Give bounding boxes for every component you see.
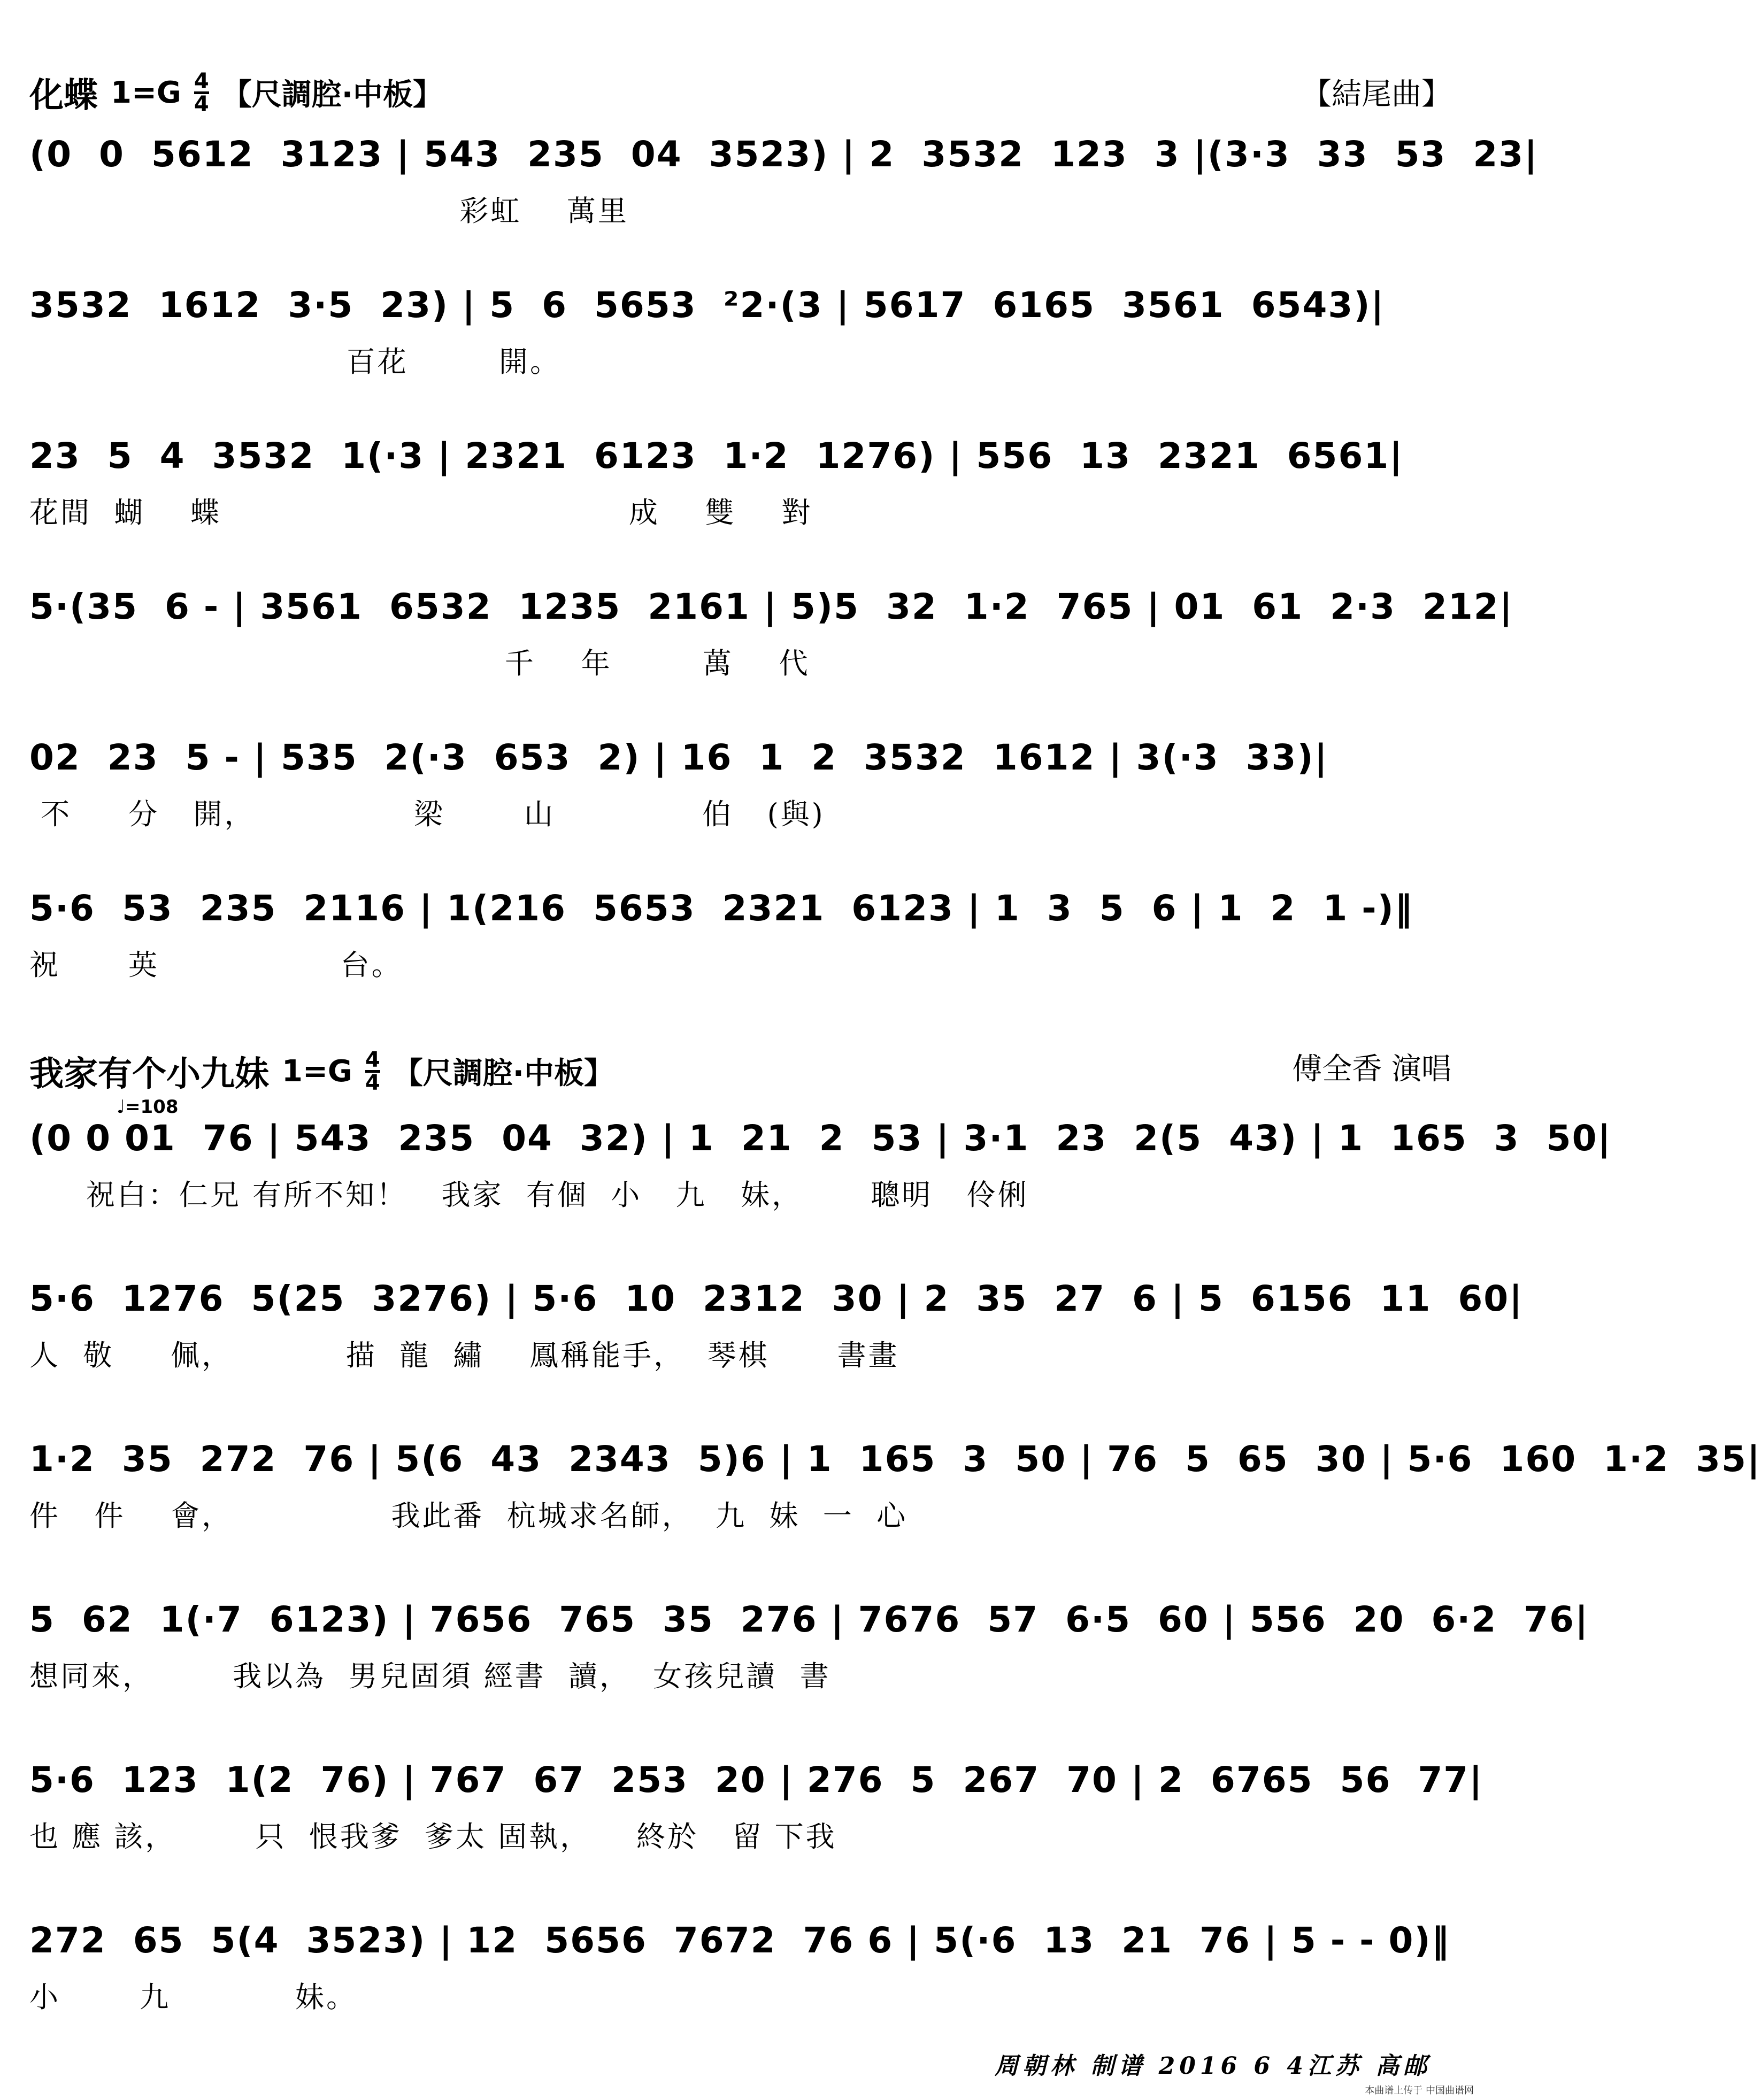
song2-notation-line: 272 65 5(4 3523) | 12 5656 7672 76 6 | 5(·6 13 21 76 | 5 - - 0)‖ [29,1919,1450,1961]
song2-lyrics-line: 也 應 該， 只 恨我爹 爹太 固執， 終於 留 下我 [29,1820,837,1853]
transcriber-credit: 周朝林 制谱 2016 6 4江苏 高邮 [995,2052,1432,2080]
song1-system [29,279,1453,425]
song1-notation-line: (0 0 5612 3123 | 543 235 04 3523) | 2 3532 123 3 |(3·3 33 53 23| [29,133,1539,175]
song2-metronome: ♩=108 [117,1096,179,1118]
song2-meter-top: 4 [365,1047,380,1072]
song1-notation-line: 3532 1612 3·5 23) | 5 6 5653 ²2·(3 | 5617 6165 3561 6543)| [29,284,1385,326]
song2-meter [365,1047,380,1095]
song2-key: 1=G [282,1053,352,1089]
song1-tempo: 【尺調腔·中板】 [221,78,443,112]
song2-performer: 傅全香 演唱 [1292,1052,1451,1087]
song1-system [29,581,1513,726]
song1-lyrics-line: 不 分 開， 梁 山 伯 (與) [29,797,825,831]
song1-system [29,882,1453,1028]
song2-lyrics-line: 件 件 會， 我此番 杭城求名師， 九 妹 一 心 [29,1499,908,1533]
song2-system [29,1754,1483,1909]
song1-meter [194,68,209,117]
song2-lyrics-line: 想同來， 我以為 男兒固須 經書 讀， 女孩兒讀 書 [29,1659,831,1693]
song2-title: 我家有个小九妹 [29,1054,269,1094]
song2-tempo: 【尺調腔·中板】 [393,1056,614,1091]
song2-lyrics-line: 祝白：仁兄 有所不知！ 我家 有個 小 九 妹， 聰明 伶俐 [29,1178,1029,1212]
song2-system [29,1112,1612,1267]
song1-title: 化蝶 [29,75,98,116]
song2-notation-line: 5·6 123 1(2 76) | 767 67 253 20 | 276 5 267 70 | 2 6765 56 77| [29,1759,1483,1801]
song1-system [29,430,1453,575]
song2-lyrics-line: 小 九 妹。 [29,1980,357,2014]
song1-notation-line: 02 23 5 - | 535 2(·3 653 2) | 16 1 2 3532 1612 | 3(·3 33)| [29,736,1328,778]
song1-lyrics-line: 花間 蝴 蝶 成 雙 對 [29,496,813,529]
song1-lyrics-line: 百花 開。 [29,345,561,379]
song1-notation-line: 5·(35 6 - | 3561 6532 1235 2161 | 5)5 32 1·2 765 | 01 61 2·3 212| [29,586,1513,627]
watermark-text: 本曲谱上传于 中国曲谱网 [1365,2085,1474,2096]
song1-key: 1=G [111,75,181,110]
song1-lyrics-line: 千 年 萬 代 [29,647,810,680]
song2-notation-line: (0 0 01 76 | 543 235 04 32) | 1 21 2 53 | 3·1 23 2(5 43) | 1 165 3 50| [29,1117,1612,1159]
song1-meter-top: 4 [194,68,209,94]
song2-lyrics-line: 人 敬 佩， 描 龍 繡 鳳稱能手， 琴棋 書畫 [29,1339,899,1372]
song1-section-label: 【結尾曲】 [1302,77,1451,112]
song1-notation-line: 5·6 53 235 2116 | 1(216 5653 2321 6123 | 1 3 5 6 | 1 2 1 -)‖ [29,887,1413,929]
song1-header [29,68,443,117]
song1-meter-bottom: 4 [194,91,209,117]
song2-system [29,1273,1524,1428]
song2-system [29,1594,1589,1749]
song1-lyrics-line: 彩虹 萬里 [29,194,629,228]
song1-notation-line: 23 5 4 3532 1(·3 | 2321 6123 1·2 1276) | 556 13 2321 6561| [29,435,1404,476]
song2-notation-line: 5 62 1(·7 6123) | 7656 765 35 276 | 7676 57 6·5 60 | 556 20 6·2 76| [29,1598,1589,1640]
song2-notation-line: 1·2 35 272 76 | 5(6 43 2343 5)6 | 1 165 3 50 | 76 5 65 30 | 5·6 160 1·2 35| [29,1438,1761,1480]
song2-header [29,1047,614,1095]
song1-system [29,128,1539,274]
song1-system [29,732,1453,877]
song2-notation-line: 5·6 1276 5(25 3276) | 5·6 10 2312 30 | 2 35 27 6 | 5 6156 11 60| [29,1278,1524,1319]
song1-lyrics-line: 祝 英 台。 [29,948,403,982]
song2-meter-bottom: 4 [365,1070,380,1095]
song2-system [29,1433,1761,1588]
